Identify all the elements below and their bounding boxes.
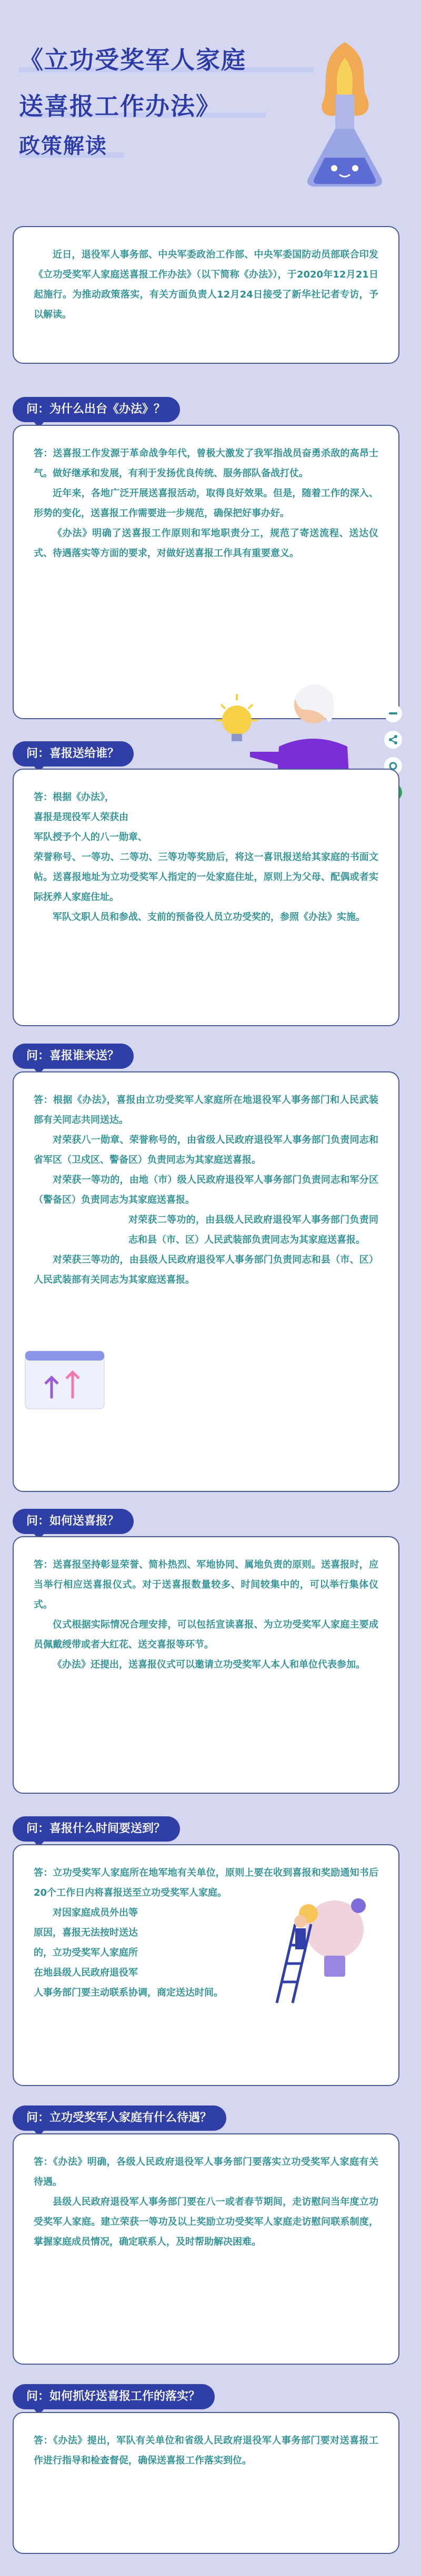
title-line-3: 政策解读 <box>19 134 107 158</box>
intro-paragraph: 近日，退役军人事务部、中央军委政治工作部、中央军委国防动员部联合印发《立功受奖军人家庭送喜报工作办法》（以下简称《办法》），于2020年12月21日起施行。为推动政策落实，有关方面负责人12月24日接受了新华社记者专访，予以解读。 <box>34 249 378 320</box>
lightbulb-ladder-illustration <box>245 1893 387 2008</box>
answer-paragraph: 对因家庭成员外出等 <box>53 1907 138 1918</box>
answer-card-5 <box>13 1844 399 2086</box>
answer-paragraph: 对荣获三等功的，由县级人民政府退役军人事务部门负责同志和县（市、区）人民武装部有关同志为其家庭送喜报。 <box>34 1254 378 1285</box>
document-upload-illustration <box>20 1346 115 1419</box>
answer-paragraph: 军队授予个人的八一勋章、 <box>34 832 147 843</box>
title-line-1: 《立功受奖军人家庭 <box>19 46 246 74</box>
answer-paragraph: 答：《办法》明确，各级人民政府退役军人事务部门要落实立功受奖军人家庭有关待遇。 <box>34 2156 378 2187</box>
answer-card-3 <box>13 1071 399 1492</box>
question-2: 问：喜报送给谁？ <box>13 741 134 766</box>
answer-paragraph: 对荣获一等功的，由地（市）级人民政府退役军人事务部门负责同志和军分区（警备区）负责同志为其家庭送喜报。 <box>34 1174 378 1205</box>
answer-paragraph: 《办法》明确了送喜报工作原则和军地职责分工，规范了寄送流程、送达仪式、待遇落实等方面的要求，对做好送喜报工作具有重要意义。 <box>34 528 378 559</box>
answer-paragraph: 在地县级人民政府退役军 <box>34 1967 138 1978</box>
answer-card-6 <box>13 2133 399 2365</box>
answer-paragraph: 仪式根据实际情况合理安排，可以包括宣读喜报、为立功受奖军人家庭主要成员佩戴绶带或者大红花、送交喜报等环节。 <box>34 1619 378 1650</box>
answer-paragraph: 原因，喜报无法按时送达 <box>34 1927 138 1938</box>
answer-paragraph: 县级人民政府退役军人事务部门要在八一或者春节期间，走访慰问当年度立功受奖军人家庭。建立荣获一等功及以上奖励立功受奖军人家庭走访慰问联系制度，掌握家庭成员情况，确定联系人，及时帮助解决困难。 <box>34 2196 378 2247</box>
answer-paragraph: 答：送喜报坚持彰显荣誉、简朴热烈、军地协同、属地负责的原则。送喜报时，应当举行相应送喜报仪式。对于送喜报数量较多、时间较集中的，可以举行集体仪式。 <box>34 1559 378 1610</box>
flask-illustration <box>287 37 403 195</box>
answer-paragraph: 对荣获二等功的，由县级人民政府退役军人事务部门负责同志和县（市、区）人民武装部负责同志为其家庭送喜报。 <box>128 1214 378 1245</box>
answer-paragraph: 《办法》还提出，送喜报仪式可以邀请立功受奖军人本人和单位代表参加。 <box>53 1659 365 1670</box>
question-7: 问：如何抓好送喜报工作的落实？ <box>13 2384 215 2409</box>
answer-paragraph: 答：根据《办法》，喜报由立功受奖军人家庭所在地退役军人事务部门和人民武装部有关同志共同送达。 <box>34 1095 378 1126</box>
question-5: 问：喜报什么时间要送到？ <box>13 1816 180 1842</box>
answer-paragraph: 喜报是现役军人荣获由 <box>34 812 128 823</box>
answer-paragraph: 人事务部门要主动联系协调，商定送达时间。 <box>34 1987 223 1998</box>
question-1: 问：为什么出台《办法》？ <box>13 397 180 422</box>
title-line-2: 送喜报工作办法》 <box>19 92 221 120</box>
question-3: 问：喜报谁来送？ <box>13 1044 134 1069</box>
answer-paragraph: 答：立功受奖军人家庭所在地军地有关单位，原则上要在收到喜报和奖励通知书后20个工作日内将喜报送至立功受奖军人家庭。 <box>34 1867 378 1898</box>
answer-paragraph: 答：根据《办法》， <box>34 792 114 803</box>
link-icon[interactable] <box>384 704 402 722</box>
answer-paragraph: 答：《办法》提出，军队有关单位和省级人民政府退役军人事务部门要对送喜报工作进行指导和检查督促，确保送喜报工作落实到位。 <box>34 2435 378 2466</box>
answer-paragraph: 答：送喜报工作发源于革命战争年代，曾极大激发了我军指战员奋勇杀敌的高昂士气。做好继承和发展，有利于发扬优良传统、服务部队备战打仗。 <box>34 448 378 479</box>
question-4: 问：如何送喜报？ <box>13 1509 134 1534</box>
question-6: 问：立功受奖军人家庭有什么待遇？ <box>13 2105 226 2131</box>
intro-card <box>13 226 399 364</box>
answer-paragraph: 荣誉称号、一等功、二等功、三等功等奖励后，将这一喜讯报送给其家庭的书面文帖。送喜报地址为立功受奖军人指定的一处家庭住址，原则上为父母、配偶或者实际抚养人家庭住址。 <box>34 852 378 903</box>
answer-card-7 <box>13 2412 399 2554</box>
answer-card-4 <box>13 1536 399 1794</box>
answer-paragraph: 对荣获八一勋章、荣誉称号的，由省级人民政府退役军人事务部门负责同志和省军区（卫戍区、警备区）负责同志为其家庭送喜报。 <box>34 1134 378 1166</box>
answer-paragraph: 的，立功受奖军人家庭所 <box>34 1947 138 1958</box>
header <box>0 0 421 210</box>
answer-paragraph: 近年来，各地广泛开展送喜报活动，取得良好效果。但是，随着工作的深入、形势的变化，送喜报工作需要进一步规范，确保把好事办好。 <box>34 488 378 519</box>
share-icon[interactable] <box>384 731 402 749</box>
answer-paragraph: 军队文职人员和参战、支前的预备役人员立功受奖的，参照《办法》实施。 <box>53 912 365 923</box>
answer-card-2 <box>13 769 399 1026</box>
